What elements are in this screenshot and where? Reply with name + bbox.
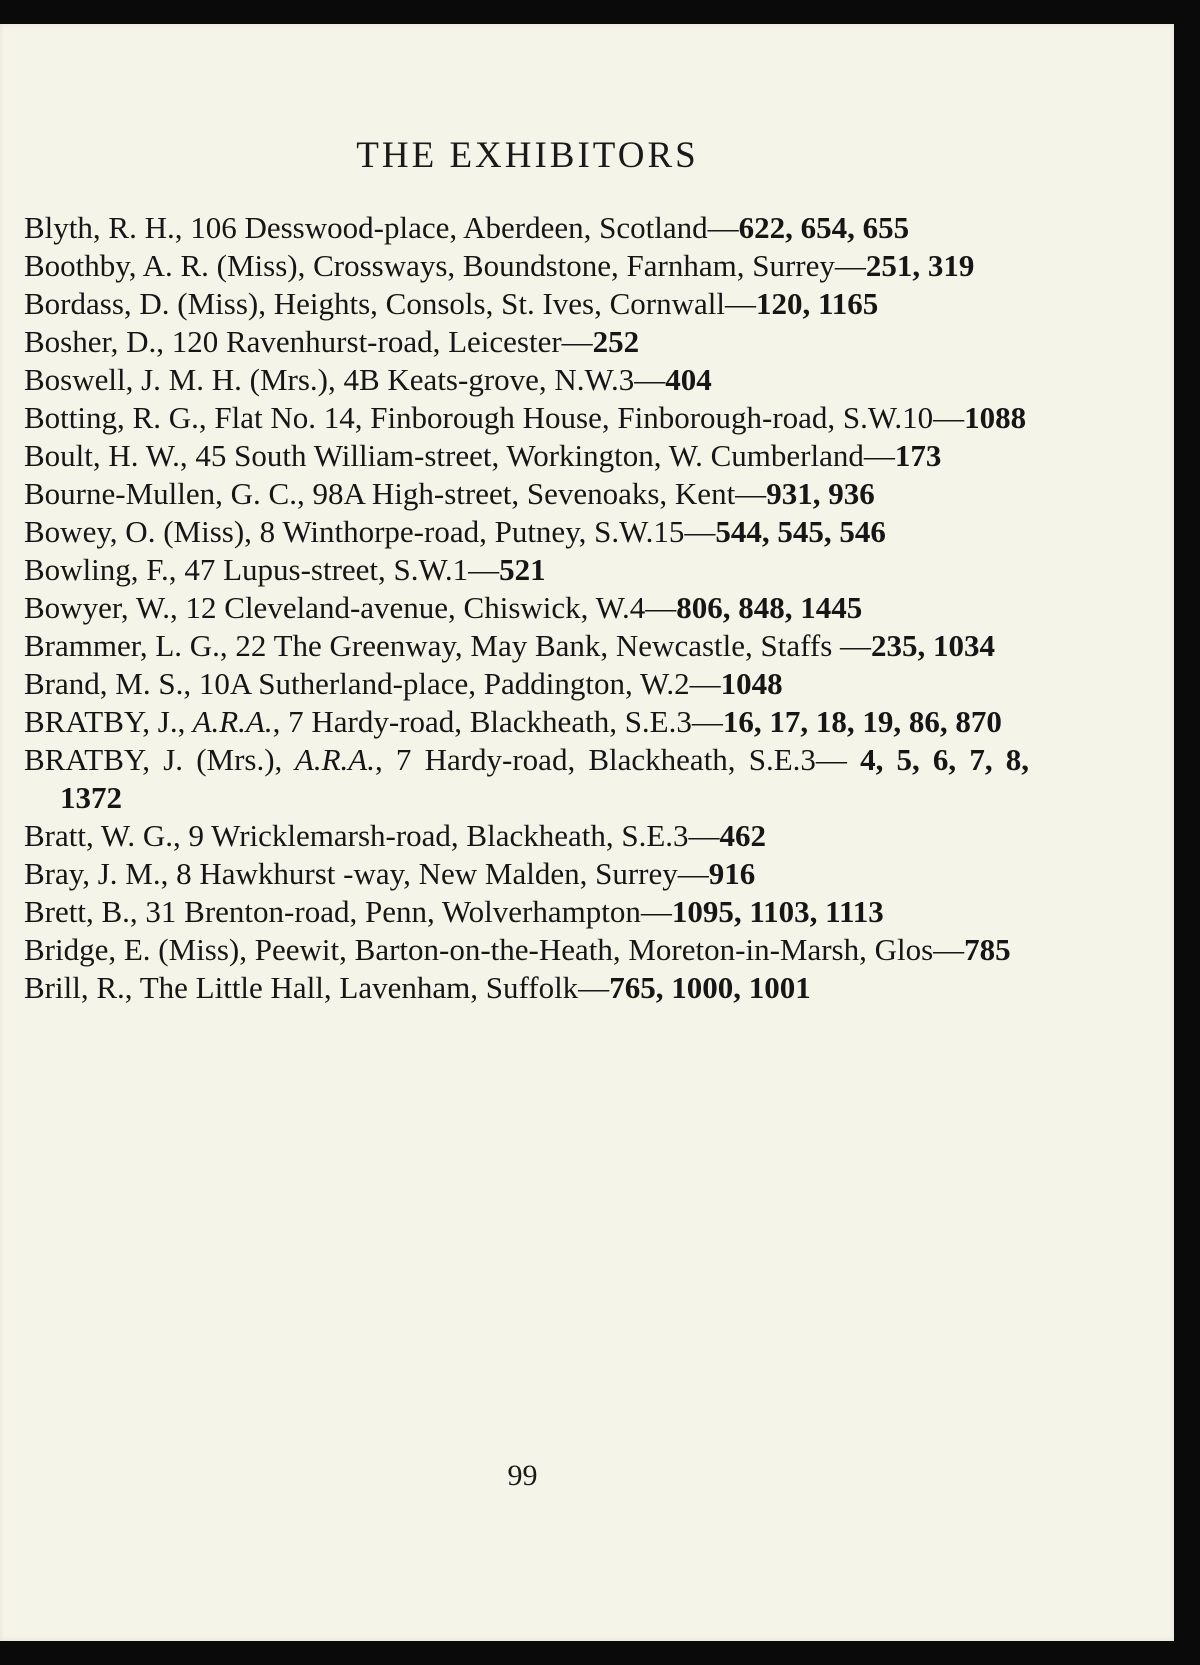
exhibit-numbers: 1095, 1103, 1113 [671,894,884,929]
exhibitor-name: Bray, J. M., [24,856,169,891]
exhibit-numbers: 1088 [964,400,1027,435]
exhibit-numbers: 521 [499,552,546,587]
exhibitor-address: Crossways, Boundstone, Farnham, Surrey— [305,248,866,283]
exhibitor-name: Brill, R., [24,970,133,1005]
exhibitor-address: 120 Ravenhurst-road, Leicester— [163,324,593,359]
exhibit-numbers: 462 [719,818,767,853]
exhibitor-address: 45 South William-street, Workington, W. Cumberland— [187,438,895,473]
exhibitor-name: Boswell, J. M. H. (Mrs.), [24,362,336,397]
exhibitor-entry [24,247,1029,285]
exhibitor-address: 9 Wricklemarsh-road, Blackheath, S.E.3— [180,818,720,853]
exhibit-numbers: 120, 1165 [755,286,879,321]
exhibit-numbers: 916 [708,856,756,891]
exhibitor-name: Bowling, F., [24,552,177,587]
exhibit-numbers: 1048 [720,666,783,701]
exhibitor-address: Flat No. 14, Finborough House, Finborough-road, S.W.10— [206,400,965,435]
exhibitor-entry [24,399,1029,437]
exhibitor-address: Heights, Consols, St. Ives, Cornwall— [265,286,756,321]
exhibitor-address: 31 Brenton-road, Penn, Wolverhampton— [137,894,672,929]
exhibit-numbers: 785 [964,932,1011,967]
exhibit-numbers: 765, 1000, 1001 [609,970,811,1005]
exhibitor-address: 22 The Greenway, May Bank, Newcastle, Staffs — [227,628,872,663]
exhibitor-address: The Little Hall, Lavenham, Suffolk— [132,970,610,1005]
exhibit-numbers: 544, 545, 546 [715,514,886,549]
exhibitor-address: 12 Cleveland-avenue, Chiswick, W.4— [177,590,677,625]
exhibitor-entry [24,665,1029,703]
exhibitor-address: , 7 Hardy-road, Blackheath, S.E.3— [272,704,723,739]
exhibitor-entry [24,703,1029,741]
exhibitor-name: Brammer, L. G., [24,628,228,663]
exhibitor-entry [24,969,1029,1007]
exhibitor-entry [24,855,1029,893]
exhibitor-name: Blyth, R. H., [24,210,183,245]
exhibitor-name: Bowey, O. (Miss), [24,514,252,549]
exhibitor-name: Bourne-Mullen, G. C., [24,476,305,511]
exhibitor-entry [24,551,1029,589]
exhibitor-name: Boult, H. W., [24,438,188,473]
exhibitor-name: Bratt, W. G., [24,818,181,853]
page-title: THE EXHIBITORS [356,135,699,176]
exhibitor-address: 10A Sutherland-place, Paddington, W.2— [191,666,721,701]
exhibitor-entry [24,741,1029,817]
exhibitor-name: Bosher, D., [24,324,164,359]
exhibitor-address: 8 Winthorpe-road, Putney, S.W.15— [251,514,716,549]
exhibitor-entry [24,285,1029,323]
exhibitor-entry [24,361,1029,399]
exhibitor-entry [24,513,1029,551]
academician-title: A.R.A. [282,742,375,777]
exhibit-numbers: 251, 319 [865,248,975,283]
exhibit-numbers: 16, 17, 18, 19, 86, 870 [722,704,1002,739]
exhibitor-address: 4B Keats-grove, N.W.3— [335,362,666,397]
exhibitor-name: Bowyer, W., [24,590,178,625]
exhibitor-entry [24,475,1029,513]
exhibitor-entry [24,627,1029,665]
exhibitor-address: Peewit, Barton-on-the-Heath, Moreton-in-Marsh, Glos— [247,932,965,967]
exhibit-numbers: 404 [665,362,712,397]
exhibitor-name: Brand, M. S., [24,666,192,701]
exhibit-numbers: 235, 1034 [871,628,996,663]
exhibitor-entry [24,209,1029,247]
exhibit-numbers: 931, 936 [766,476,875,511]
exhibitor-name: Boothby, A. R. (Miss), [24,248,306,283]
exhibitor-address: 8 Hawkhurst -way, New Malden, Surrey— [168,856,709,891]
exhibit-numbers: 173 [894,438,942,473]
exhibitor-entry [24,931,1029,969]
exhibitor-entry [24,589,1029,627]
exhibitor-name: Brett, B., [24,894,138,929]
exhibitor-entry [24,437,1029,475]
exhibitor-address: 98A High-street, Sevenoaks, Kent— [304,476,767,511]
exhibitor-entry [24,817,1029,855]
exhibit-numbers: 622, 654, 655 [738,210,910,245]
exhibitor-entry [24,893,1029,931]
exhibitor-name: BRATBY, J. (Mrs.), [24,742,283,777]
academician-title: A.R.A. [185,704,273,739]
exhibit-numbers: 252 [592,324,640,359]
exhibit-numbers: 806, 848, 1445 [676,590,863,625]
exhibitor-name: BRATBY, J., [24,704,186,739]
exhibit-numbers: 4, 5, 6, 7, 8, 1372 [60,742,1029,815]
exhibitor-address: 106 Desswood-place, Aberdeen, Scotland— [182,210,739,245]
exhibitor-name: Bordass, D. (Miss), [24,286,266,321]
exhibitor-address: , 7 Hardy-road, Blackheath, S.E.3— [374,742,861,777]
exhibitor-list [24,209,1029,1007]
exhibitor-address: 47 Lupus-street, S.W.1— [176,552,500,587]
book-page [0,24,1174,1641]
exhibitor-name: Bridge, E. (Miss), [24,932,248,967]
exhibitor-name: Botting, R. G., [24,400,207,435]
exhibitor-entry [24,323,1029,361]
page-number: 99 [507,1459,538,1492]
